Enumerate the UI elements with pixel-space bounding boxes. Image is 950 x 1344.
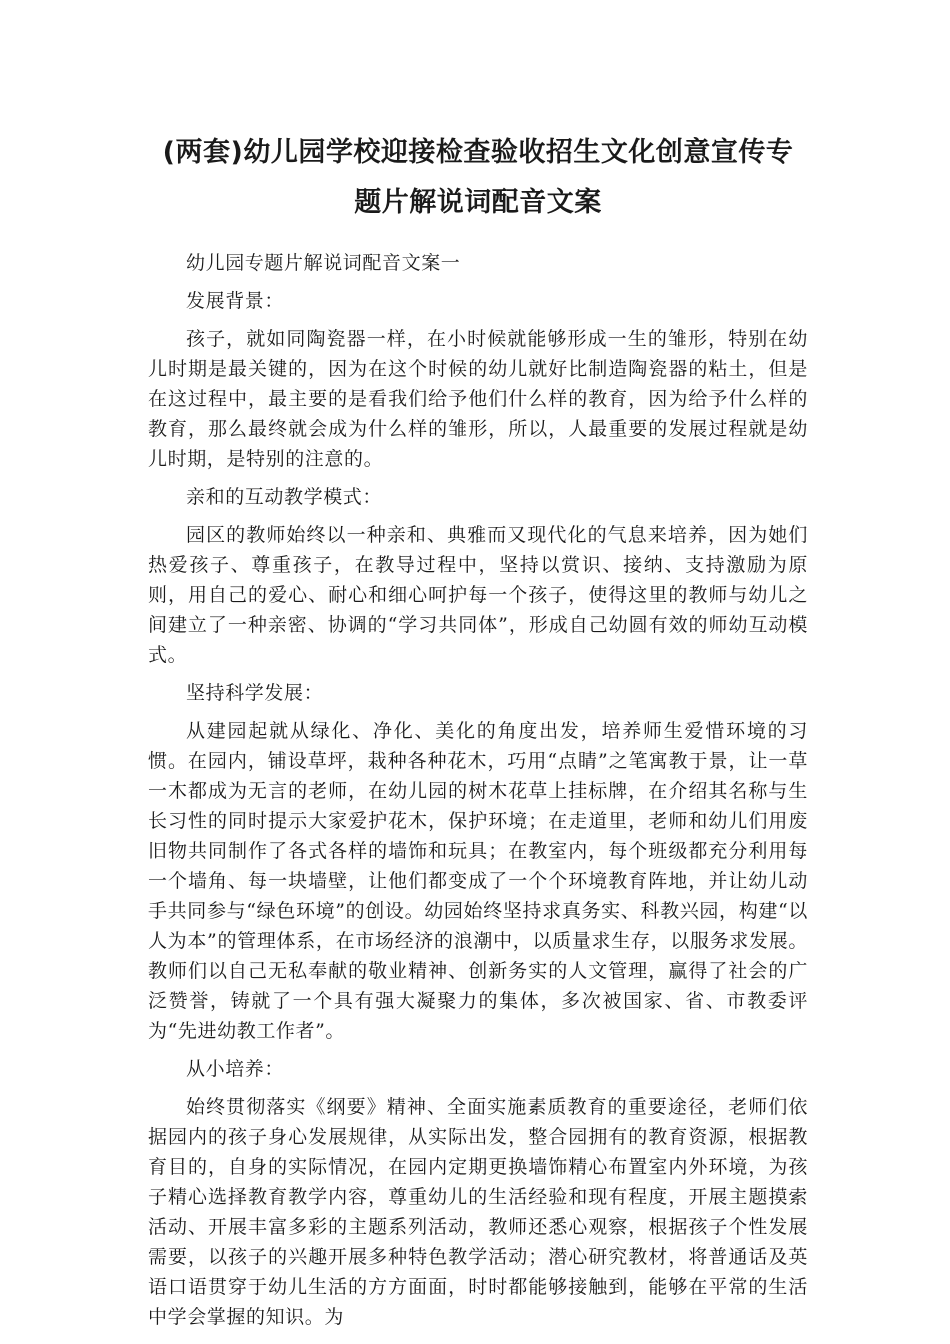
title-line-2: 题片解说词配音文案 — [354, 187, 602, 218]
section-heading: 从小培养： — [186, 1058, 285, 1080]
section-paragraph: 孩子，就如同陶瓷器一样，在小时候就能够形成一生的雏形，特别在幼儿时期是最关键的，因为在这个时候的幼儿就好比制造陶瓷器的粘土，但是在这过程中，最主要的是看我们给予他们什么样的教育，因为给予什么样的教育，那么最终就会成为什么样的雏形，所以，人最重要的发展过程就是幼儿时期，是特别的注意的。 — [148, 328, 808, 470]
document-subtitle: 幼儿园专题片解说词配音文案一 — [186, 252, 461, 274]
section-paragraph: 园区的教师始终以一种亲和、典雅而又现代化的气息来培养，因为她们热爱孩子、尊重孩子，在教导过程中，坚持以赏识、接纳、支持激励为原则，用自己的爱心、耐心和细心呵护每一个孩子，使得这里的教师与幼儿之间建立了一种亲密、协调的“学习共同体”，形成自己幼圆有效的师幼互动模式。 — [148, 524, 808, 666]
section-heading: 发展背景： — [186, 290, 285, 312]
document-title — [148, 128, 808, 228]
title-line-1: (两套)幼儿园学校迎接检查验收招生文化创意宣传专 — [162, 137, 794, 168]
section-heading: 亲和的互动教学模式： — [186, 486, 383, 508]
document-page — [148, 128, 808, 1340]
section-paragraph: 从建园起就从绿化、净化、美化的角度出发，培养师生爱惜环境的习惯。在园内，铺设草坪，栽种各种花木，巧用“点睛”之笔寓教于景，让一草一木都成为无言的老师，在幼儿园的树木花草上挂标牌，在介绍其名称与生长习性的同时提示大家爱护花木，保护环境；在走道里，老师和幼儿们用废旧物共同制作了各式各样的墙饰和玩具；在教室内，每个班级都充分利用每一个墙角、每一块墙壁，让他们都变成了一个个环境教育阵地，并让幼儿动手共同参与“绿色环境”的创设。幼园始终坚持求真务实、科教兴园，构建“以人为本”的管理体系，在市场经济的浪潮中，以质量求生存，以服务求发展。教师们以自己无私奉献的敬业精神、创新务实的人文管理，赢得了社会的广泛赞誉，铸就了一个具有强大凝聚力的集体，多次被国家、省、市教委评为“先进幼教工作者”。 — [148, 720, 808, 1042]
section-heading: 坚持科学发展： — [186, 682, 324, 704]
section-paragraph: 始终贯彻落实《纲要》精神、全面实施素质教育的重要途径，老师们依据园内的孩子身心发展规律，从实际出发，整合园拥有的教育资源，根据教育目的，自身的实际情况，在园内定期更换墙饰精心布置室内外环境，为孩子精心选择教育教学内容，尊重幼儿的生活经验和现有程度，开展主题摸索活动、开展丰富多彩的主题系列活动，教师还悉心观察，根据孩子个性发展需要，以孩子的兴趣开展多种特色教学活动；潜心研究教材，将普通话及英语口语贯穿于幼儿生活的方方面面，时时都能够接触到，能够在平常的生活中学会掌握的知识。为 — [148, 1096, 808, 1328]
